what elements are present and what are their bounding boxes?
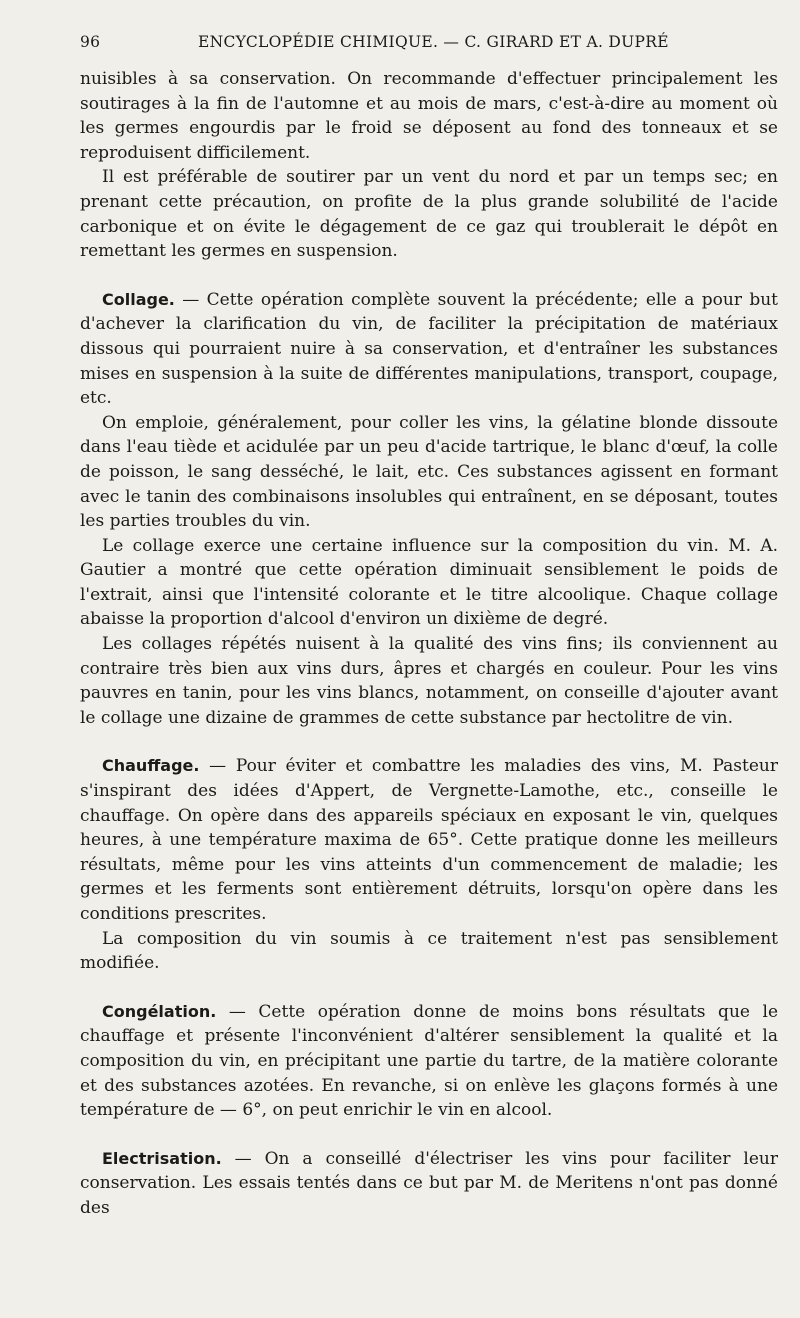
paragraph: Il est préférable de soutirer par un vent du nord et par un temps sec; en prenant cette précaution, on profite de la plus grande solubilité de l'acide carbonique et on évite le dégagement de ce gaz qui troublerait le dépôt en remettant les germes en suspension.: [80, 167, 778, 262]
section-term: Chauffage.: [102, 756, 200, 776]
body-text: [80, 67, 778, 1221]
section-congelation: Congélation. — Cette opération donne de moins bons résultats que le chauffage et présente l'inconvénient d'altérer sensiblement la qualité et la composition du vin, en précipitant une partie du tartre, de la matière colorante et des substances azotées. En revanche, si on enlève les glaçons formés à une température de — 6°, on peut enrichir le vin en alcool.: [80, 1001, 778, 1121]
section-term: Collage.: [102, 289, 175, 309]
paragraph: Le collage exerce une certaine influence sur la composition du vin. M. A. Gautier a montré que cette opération diminuait sensiblement le poids de l'extrait, ainsi que l'intensité colorante et le titre alcoolique. Chaque collage abaisse la proportion d'alcool d'environ un dixième de degré.: [80, 535, 778, 630]
section-collage: Collage. — Cette opération complète souvent la précédente; elle a pour but d'achever la clarification du vin, de faciliter la précipitation de matériaux dissous qui pourraient nuire à sa conservation, et d'entraîner les substances mises en suspension à la suite de différentes manipulations, transport, coupage, etc.: [80, 289, 778, 409]
section-term: Congélation.: [102, 1001, 217, 1021]
running-header: [80, 33, 780, 57]
section-electrisation: Electrisation. — On a conseillé d'électriser les vins pour faciliter leur conservation. Les essais tentés dans ce but par M. de Meritens n'ont pas donné des: [80, 1148, 778, 1218]
section-chauffage: Chauffage. — Pour éviter et combattre les maladies des vins, M. Pasteur s'inspirant des idées d'Appert, de Vergnette-Lamothe, etc., conseille le chauffage. On opère dans des appareils spéciaux en exposant le vin, quelques heures, à une température maxima de 65°. Cette pratique donne les meilleurs résultats, même pour les vins atteints d'un commencement de maladie; les germes et les ferments sont entièrement détruits, lorsqu'on opère dans les conditions prescrites.: [80, 756, 778, 924]
paragraph: nuisibles à sa conservation. On recommande d'effectuer principalement les soutirages à la fin de l'automne et au mois de mars, c'est-à-dire au moment où les germes engourdis par le froid se déposent au fond des tonneaux et se reproduisent difficilement.: [80, 69, 778, 163]
paragraph: Les collages répétés nuisent à la qualité des vins fins; ils conviennent au contraire très bien aux vins durs, âpres et chargés en couleur. Pour les vins pauvres en tanin, pour les vins blancs, notamment, on conseille d'ajouter avant le collage une dizaine de grammes de cette substance par hectolitre de vin.: [80, 634, 778, 728]
paragraph: La composition du vin soumis à ce traitement n'est pas sensiblement modifiée.: [80, 928, 778, 974]
page-number: 96: [80, 33, 101, 51]
paragraph: On emploie, généralement, pour coller les vins, la gélatine blonde dissoute dans l'eau tiède et acidulée par un peu d'acide tartrique, le blanc d'œuf, la colle de poisson, le sang desséché, le lait, etc. Ces substances agissent en formant avec le tanin des combinaisons insolubles qui entraînent, en se déposant, toutes les parties troubles du vin.: [80, 412, 778, 532]
running-title: ENCYCLOPÉDIE CHIMIQUE. — C. GIRARD ET A. DUPRÉ: [198, 33, 669, 51]
section-term: Electrisation.: [102, 1148, 222, 1168]
